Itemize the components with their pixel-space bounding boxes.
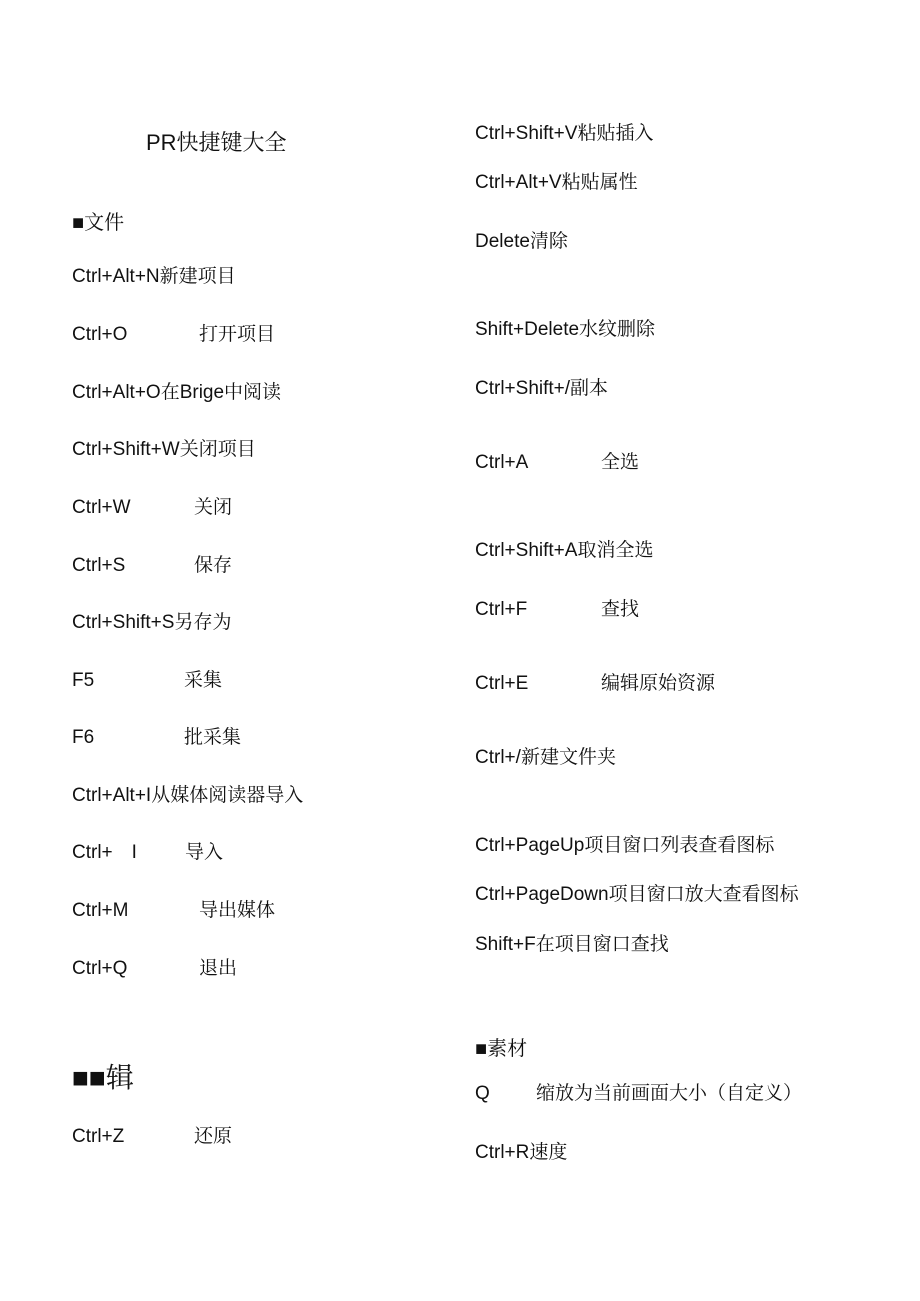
shortcut-item [72, 610, 231, 636]
shortcut-key: Ctrl+ I [72, 842, 137, 863]
shortcut-desc: 从媒体阅读器导入 [151, 785, 304, 806]
shortcut-item [72, 783, 303, 809]
shortcut-key: Ctrl+Shift+A [475, 540, 578, 561]
shortcut-key: Ctrl+Q [72, 958, 128, 979]
shortcut-item [72, 437, 256, 463]
shortcut-desc: 副本 [570, 378, 609, 399]
shortcut-item [475, 376, 608, 402]
shortcut-desc: 退出 [199, 958, 238, 979]
shortcut-item [475, 170, 638, 196]
shortcut-item [475, 317, 655, 343]
shortcut-desc: 粘贴插入 [577, 123, 654, 144]
shortcut-key: Ctrl+Shift+V [475, 123, 578, 144]
shortcut-desc: 粘贴属性 [561, 172, 638, 193]
shortcut-key: Ctrl+E [475, 673, 529, 694]
shortcut-key: Ctrl+S [72, 555, 126, 576]
shortcut-desc: 查找 [601, 599, 640, 620]
shortcut-desc: 导入 [185, 842, 224, 863]
shortcut-key: Ctrl+Alt+O [72, 382, 161, 403]
section-edit-heading: ■■辑 [72, 1062, 134, 1093]
page-title: PR快捷键大全 [146, 130, 287, 155]
shortcut-key: Delete [475, 231, 530, 252]
shortcut-key: Ctrl+/ [475, 747, 521, 768]
shortcut-key: Ctrl+Shift+/ [475, 378, 571, 399]
shortcut-key: Ctrl+PageUp [475, 835, 585, 856]
shortcut-key: Ctrl+Z [72, 1126, 125, 1147]
shortcut-item [72, 264, 236, 290]
shortcut-desc: 缩放为当前画面大小（自定义） [536, 1083, 803, 1104]
shortcut-key: Ctrl+R [475, 1142, 530, 1163]
shortcut-item [475, 1140, 567, 1166]
shortcut-desc: 编辑原始资源 [601, 673, 716, 694]
shortcut-key: Shift+F [475, 934, 536, 955]
shortcut-desc: 打开项目 [199, 324, 276, 345]
shortcut-item [72, 380, 281, 406]
shortcut-desc: 新建文件夹 [520, 747, 616, 768]
shortcut-key: F5 [72, 670, 95, 691]
shortcut-key: Ctrl+Alt+V [475, 172, 562, 193]
shortcut-desc: 批采集 [184, 727, 242, 748]
shortcut-desc: 项目窗口放大查看图标 [608, 884, 799, 905]
shortcut-key: Ctrl+O [72, 324, 128, 345]
shortcut-desc: 全选 [601, 452, 640, 473]
shortcut-desc: 在Brige中阅读 [160, 382, 282, 403]
shortcut-desc: 关闭项目 [179, 439, 256, 460]
shortcut-key: F6 [72, 727, 95, 748]
shortcut-key: Q [475, 1083, 490, 1104]
shortcut-desc: 在项目窗口查找 [535, 934, 669, 955]
shortcut-item [475, 745, 616, 771]
shortcut-desc: 关闭 [194, 497, 233, 518]
shortcut-desc: 保存 [194, 555, 233, 576]
shortcut-key: Ctrl+Shift+W [72, 439, 180, 460]
shortcut-key: Ctrl+PageDown [475, 884, 609, 905]
shortcut-item [475, 229, 568, 255]
shortcut-desc: 还原 [194, 1126, 233, 1147]
shortcut-key: Ctrl+W [72, 497, 131, 518]
shortcut-desc: 另存为 [174, 612, 232, 633]
shortcut-desc: 导出媒体 [199, 900, 276, 921]
shortcut-desc: 水纹删除 [579, 319, 656, 340]
shortcut-item [475, 121, 653, 147]
section-file-heading: ■文件 [72, 212, 125, 234]
shortcut-desc: 项目窗口列表查看图标 [584, 835, 775, 856]
shortcut-key: Ctrl+M [72, 900, 129, 921]
shortcut-desc: 清除 [529, 231, 568, 252]
shortcut-desc: 取消全选 [577, 540, 654, 561]
shortcut-desc: 新建项目 [159, 266, 236, 287]
cut-off-line [72, 1124, 372, 1147]
shortcut-item [475, 833, 774, 859]
shortcut-desc: 采集 [184, 670, 223, 691]
shortcut-item [475, 538, 653, 564]
shortcut-item [475, 882, 799, 908]
shortcut-key: Shift+Delete [475, 319, 580, 340]
shortcut-key: Ctrl+Alt+N [72, 266, 160, 287]
section-material-heading: ■素材 [475, 1038, 528, 1060]
shortcut-key: Ctrl+Shift+S [72, 612, 175, 633]
shortcut-desc: 速度 [529, 1142, 568, 1163]
shortcut-key: Ctrl+F [475, 599, 528, 620]
shortcut-item [475, 932, 669, 958]
shortcut-key: Ctrl+Alt+I [72, 785, 152, 806]
shortcut-key: Ctrl+A [475, 452, 529, 473]
